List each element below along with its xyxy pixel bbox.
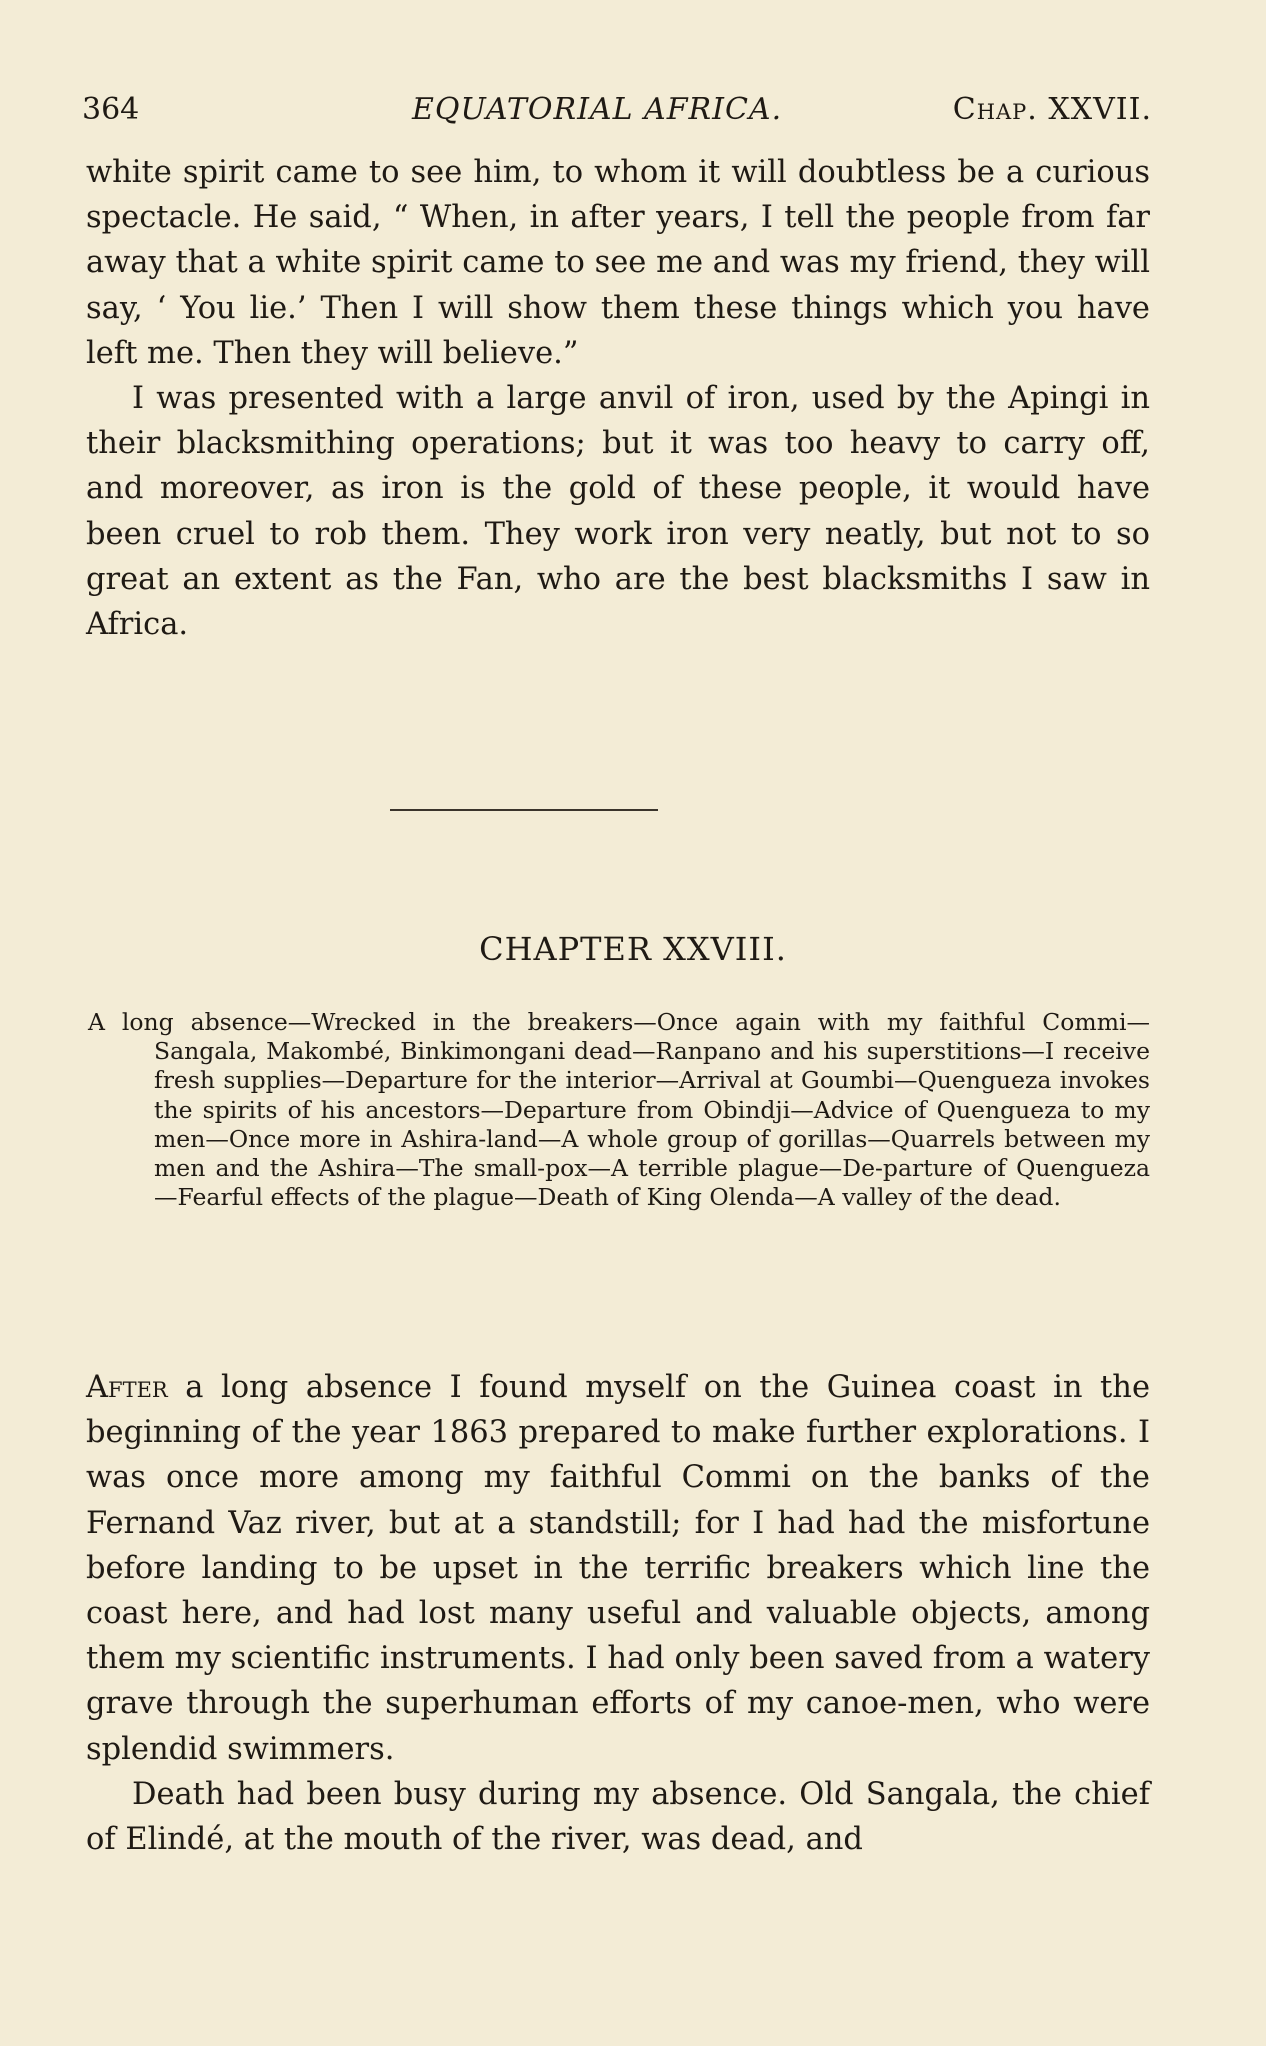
chapter-heading: CHAPTER XXVIII. — [479, 930, 787, 968]
book-title: EQUATORIAL AFRICA. — [412, 92, 783, 127]
opening-paragraph — [86, 1365, 1150, 1772]
second-paragraph: Death had been busy during my absence. Old Sangala, the chief of Elindé, at the mouth of the river, was dead, and — [86, 1776, 1150, 1858]
chapter-synopsis: A long absence—Wrecked in the breakers—Once again with my faithful Commi—Sangala, Makombé, Binkimongani dead—Ranpano and his superstitions—I receive fresh supplies—Departure for the interior—Arrival at Goumbi—Quengueza invokes the spirits of his ancestors—Departure from Obindji—Advice of Quengueza to my men—Once more in Ashira-land—A whole group of gorillas—Quarrels between my men and the Ashira—The small-pox—A terrible plague—De-parture of Quengueza—Fearful effects of the plague—Death of King Olenda—A valley of the dead. — [88, 1008, 1150, 1212]
chapter-body — [86, 1365, 1150, 1862]
paragraph-continuation: white spirit came to see him, to whom it will doubtless be a curious spectacle. He said, “ When, in after years, I tell the people from far away that a white spirit came to see me and was my friend, they will say, ‘ You lie.’ Then I will show them these things which you have left me. Then they will believe.” — [86, 155, 1150, 371]
section-divider — [390, 809, 658, 811]
paragraph-anvil: I was presented with a large anvil of iron, used by the Apingi in their blacksmithing operations; but it was too heavy to carry off, and moreover, as iron is the gold of these people, it would have been cruel to rob them. They work iron very neatly, but not to so great an extent as the Fan, who are the best blacksmiths I saw in Africa. — [86, 381, 1150, 643]
page-number: 364 — [82, 92, 140, 127]
top-text-block — [86, 150, 1150, 647]
opening-paragraph-text: a long absence I found myself on the Guinea coast in the beginning of the year 1863 prepared to make further explorations. I was once more among my faithful Commi on the banks of the Fernand Vaz river, but at a standstill; for I had had the misfortune before landing to be upset in the terrific breakers which line the coast here, and had lost many useful and valuable objects, among them my scientific instruments. I had only been saved from a watery grave through the superhuman efforts of my canoe-men, who were splendid swimmers. — [86, 1370, 1150, 1767]
running-header — [82, 92, 1152, 132]
chapter-reference: Chap. XXVII. — [952, 92, 1152, 127]
opening-word: After — [86, 1370, 168, 1405]
